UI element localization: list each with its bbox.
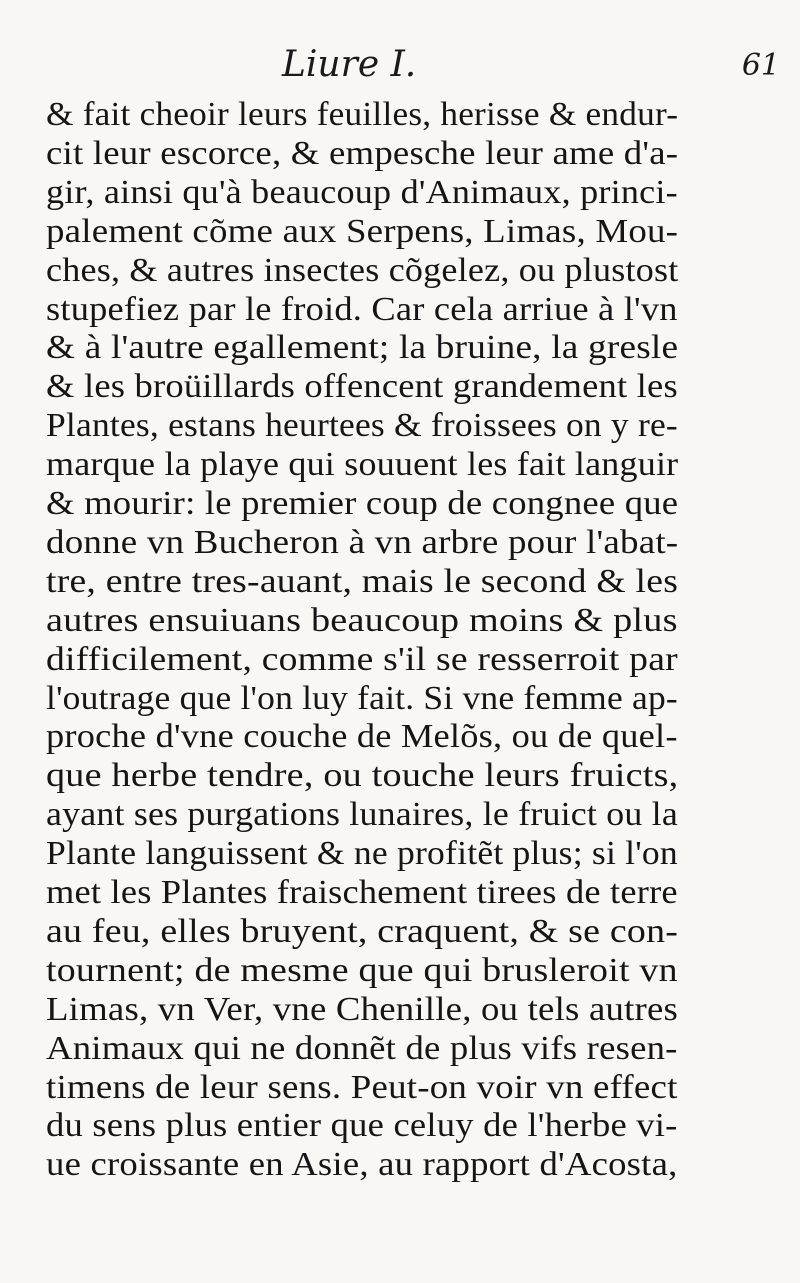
text-line: du sens plus entier que celuy de l'herbe vi- bbox=[46, 1107, 678, 1145]
page-header bbox=[0, 44, 800, 94]
text-line: difficilement, comme s'il se resserroit par bbox=[46, 640, 678, 678]
text-line: proche d'vne couche de Melõs, ou de quel- bbox=[46, 718, 678, 756]
page-number: 61 bbox=[741, 48, 780, 83]
text-line: Animaux qui ne donnẽt de plus vifs resen- bbox=[46, 1029, 678, 1067]
text-line: met les Plantes fraischement tirees de terre bbox=[46, 874, 678, 911]
text-line: gir, ainsi qu'à beaucoup d'Animaux, princi- bbox=[46, 173, 678, 211]
text-line: Plantes, estans heurtees & froissees on y re- bbox=[46, 407, 678, 445]
text-line: & les broüillards offencent grandement les bbox=[46, 368, 678, 406]
text-line: & à l'autre egallement; la bruine, la gresle bbox=[46, 329, 679, 367]
text-line: Plante languissent & ne profitẽt plus; si l'on bbox=[46, 835, 678, 873]
text-line: ches, & autres insectes cõgelez, ou plustost bbox=[46, 251, 679, 289]
running-title: Liure I. bbox=[282, 44, 417, 85]
text-line: que herbe tendre, ou touche leurs fruicts, bbox=[46, 757, 679, 795]
text-line: tre, entre tres-auant, mais le second & les bbox=[46, 562, 679, 600]
text-line: marque la playe qui souuent les fait languir bbox=[46, 446, 679, 484]
text-line: & fait cheoir leurs feuilles, herisse & endur- bbox=[46, 96, 679, 133]
text-line: tournent; de mesme que qui brusleroit vn bbox=[46, 951, 678, 989]
text-line: l'outrage que l'on luy fait. Si vne femme ap- bbox=[46, 679, 678, 717]
text-line: palement cõme aux Serpens, Limas, Mou- bbox=[46, 212, 679, 250]
text-line: Limas, vn Ver, vne Chenille, ou tels autres bbox=[46, 990, 679, 1028]
text-line: ayant ses purgations lunaires, le fruict ou la bbox=[46, 796, 678, 834]
text-line: & mourir: le premier coup de congnee que bbox=[46, 485, 679, 522]
text-line: donne vn Bucheron à vn arbre pour l'abat- bbox=[46, 523, 679, 561]
text-line: timens de leur sens. Peut-on voir vn effect bbox=[46, 1068, 678, 1106]
text-line: au feu, elles bruyent, craquent, & se con- bbox=[46, 912, 679, 950]
text-line: ue croissante en Asie, au rapport d'Acosta, bbox=[46, 1146, 678, 1184]
text-line: autres ensuiuans beaucoup moins & plus bbox=[46, 601, 678, 639]
text-line: cit leur escorce, & empesche leur ame d'a- bbox=[46, 134, 679, 172]
text-line: stupefiez par le froid. Car cela arriue à l'vn bbox=[46, 290, 678, 328]
